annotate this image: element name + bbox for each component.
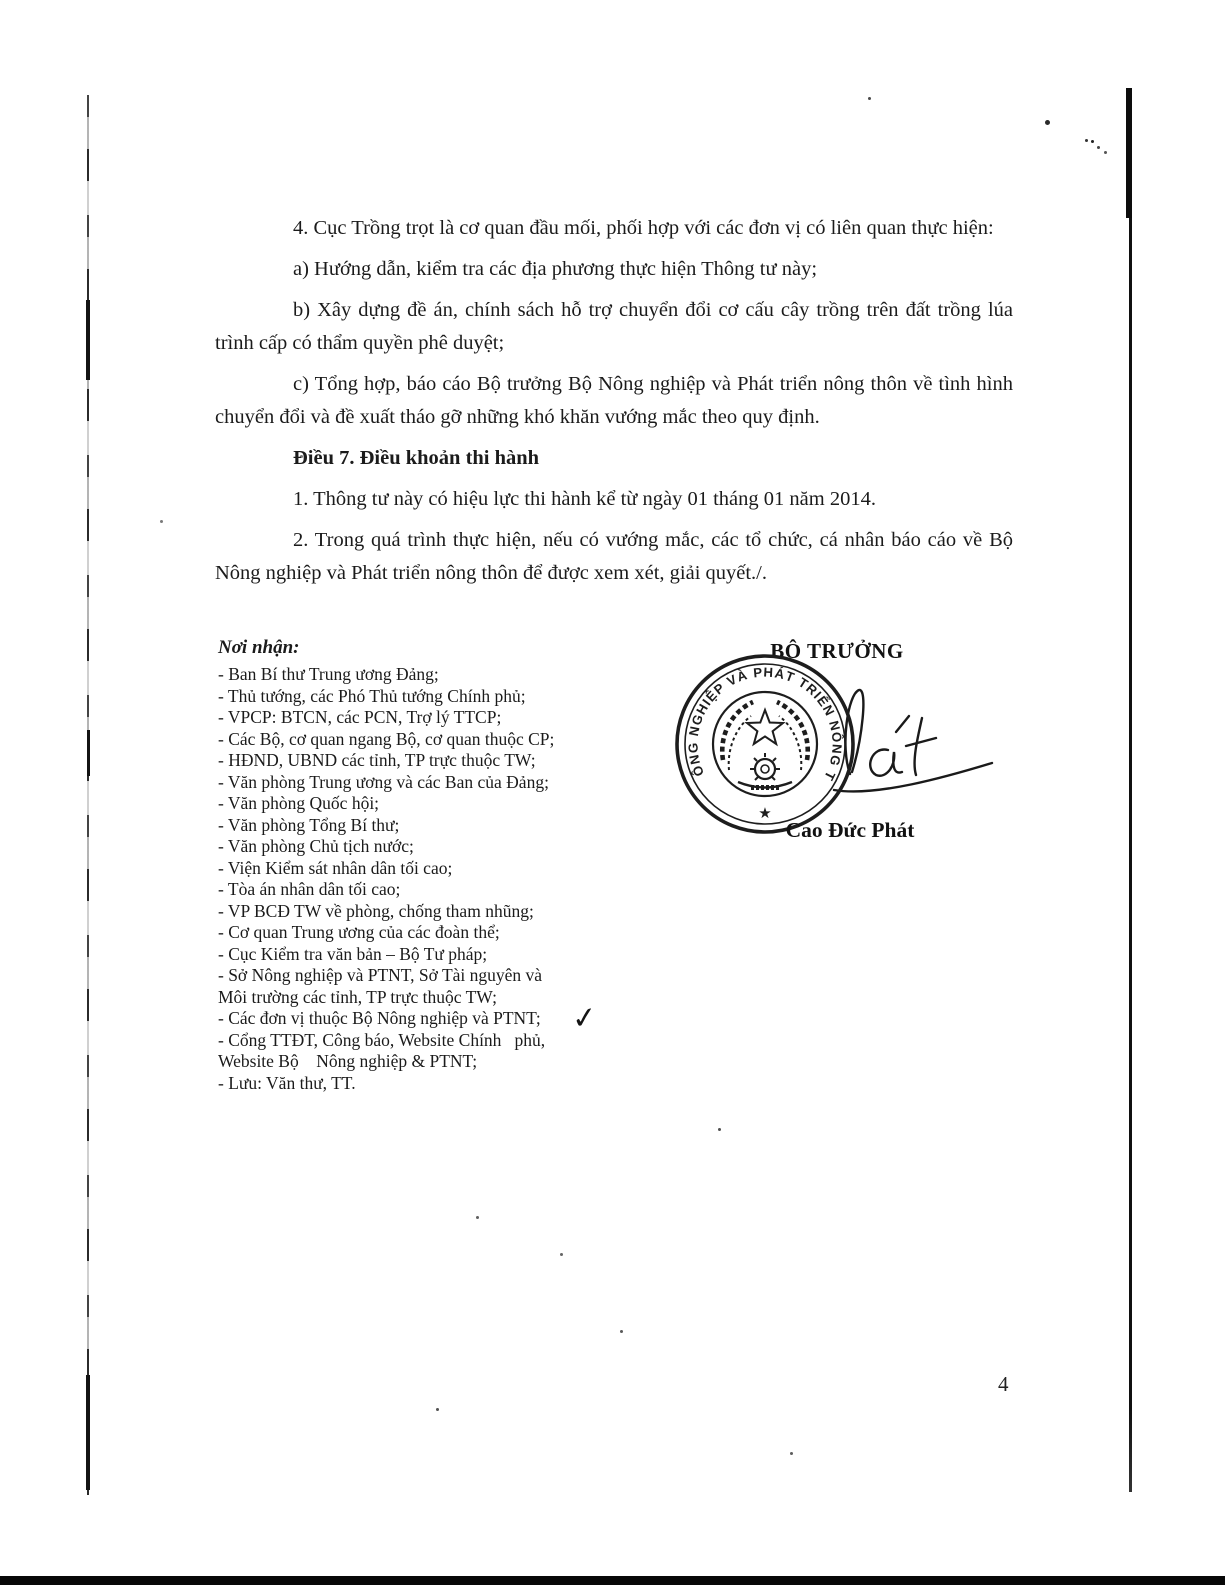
recipient-line: - Ban Bí thư Trung ương Đảng; [218, 664, 439, 684]
right-scan-edge-line [1129, 88, 1132, 1492]
recipient-line: - Văn phòng Chủ tịch nước; [218, 836, 414, 856]
paragraph-clause-1: 1. Thông tư này có hiệu lực thi hành kể từ ngày 01 tháng 01 năm 2014. [293, 488, 876, 510]
recipient-line: - Cơ quan Trung ương của các đoàn thể; [218, 922, 500, 942]
recipients-list [218, 664, 554, 1094]
paragraph-point-b: b) Xây dựng đề án, chính sách hỗ trợ chuyển đổi cơ cấu cây trồng trên đất trồng lúa trình cấp có thẩm quyền phê duyệt; [215, 299, 1013, 354]
recipient-line: - VPCP: BTCN, các PCN, Trợ lý TTCP; [218, 707, 502, 727]
left-scan-blob [87, 730, 90, 776]
paragraph-point-c: c) Tổng hợp, báo cáo Bộ trưởng Bộ Nông nghiệp và Phát triển nông thôn về tình hình chuyển đổi và đề xuất tháo gỡ những khó khăn vướng mắc theo quy định. [215, 373, 1013, 428]
recipient-line: - Văn phòng Tổng Bí thư; [218, 814, 400, 835]
recipient-line: - Thủ tướng, các Phó Thủ tướng Chính phủ; [218, 685, 526, 706]
page-number: 4 [998, 1372, 1009, 1396]
left-scan-blob [86, 1375, 90, 1490]
recipients-section [218, 636, 554, 1094]
recipient-line: - Các đơn vị thuộc Bộ Nông nghiệp và PTNT; [218, 1008, 541, 1028]
document-body [215, 212, 1013, 598]
recipient-line: - Lưu: Văn thư, TT. [218, 1072, 356, 1093]
recipient-line: - Văn phòng Quốc hội; [218, 793, 380, 813]
minister-title: BỘ TRƯỞNG [770, 639, 904, 663]
checkmark-icon: ✓ [570, 999, 599, 1038]
recipient-line: Môi trường các tỉnh, TP trực thuộc TW; [218, 986, 498, 1007]
seal-circular-text: BỘ NÔNG NGHIỆP VÀ PHÁT TRIỂN NÔNG THÔN [685, 664, 845, 784]
paragraph-clause-2: 2. Trong quá trình thực hiện, nếu có vướng mắc, các tổ chức, cá nhân báo cáo về Bộ Nông nghiệp và Phát triển nông thôn để được xem xét, giải quyết./. [215, 529, 1013, 584]
recipient-line: Website Bộ Nông nghiệp & PTNT; [218, 1051, 478, 1071]
recipients-title: Nơi nhận: [218, 637, 300, 658]
left-scan-blob [86, 300, 90, 380]
recipient-line: - Cổng TTĐT, Công báo, Website Chính phủ, [218, 1029, 546, 1050]
recipient-line: - HĐND, UBND các tỉnh, TP trực thuộc TW; [218, 750, 536, 770]
seal-star-glyph: ★ [758, 806, 772, 822]
recipient-line: - Cục Kiểm tra văn bản – Bộ Tư pháp; [218, 943, 488, 964]
recipient-line: - Sở Nông nghiệp và PTNT, Sở Tài nguyên và [218, 965, 543, 985]
article-7-heading: Điều 7. Điều khoản thi hành [293, 447, 540, 469]
recipient-line: - Tòa án nhân dân tối cao; [218, 879, 401, 899]
right-scan-edge-thick [1126, 88, 1132, 218]
scan-specks [0, 0, 3, 3]
paragraph-point-a: a) Hướng dẫn, kiểm tra các địa phương thực hiện Thông tư này; [293, 258, 818, 280]
recipient-line: - Các Bộ, cơ quan ngang Bộ, cơ quan thuộc CP; [218, 728, 555, 749]
bottom-scan-bar [0, 1576, 1225, 1585]
recipient-line: - VP BCĐ TW về phòng, chống tham nhũng; [218, 900, 534, 921]
recipient-line: - Viện Kiểm sát nhân dân tối cao; [218, 857, 453, 878]
recipient-line: - Văn phòng Trung ương và các Ban của Đảng; [218, 771, 549, 792]
ministry-seal-icon [672, 651, 858, 837]
signer-name: Cao Đức Phát [785, 818, 915, 842]
paragraph-item-4: 4. Cục Trồng trọt là cơ quan đầu mối, phối hợp với các đơn vị có liên quan thực hiện: [293, 217, 994, 239]
